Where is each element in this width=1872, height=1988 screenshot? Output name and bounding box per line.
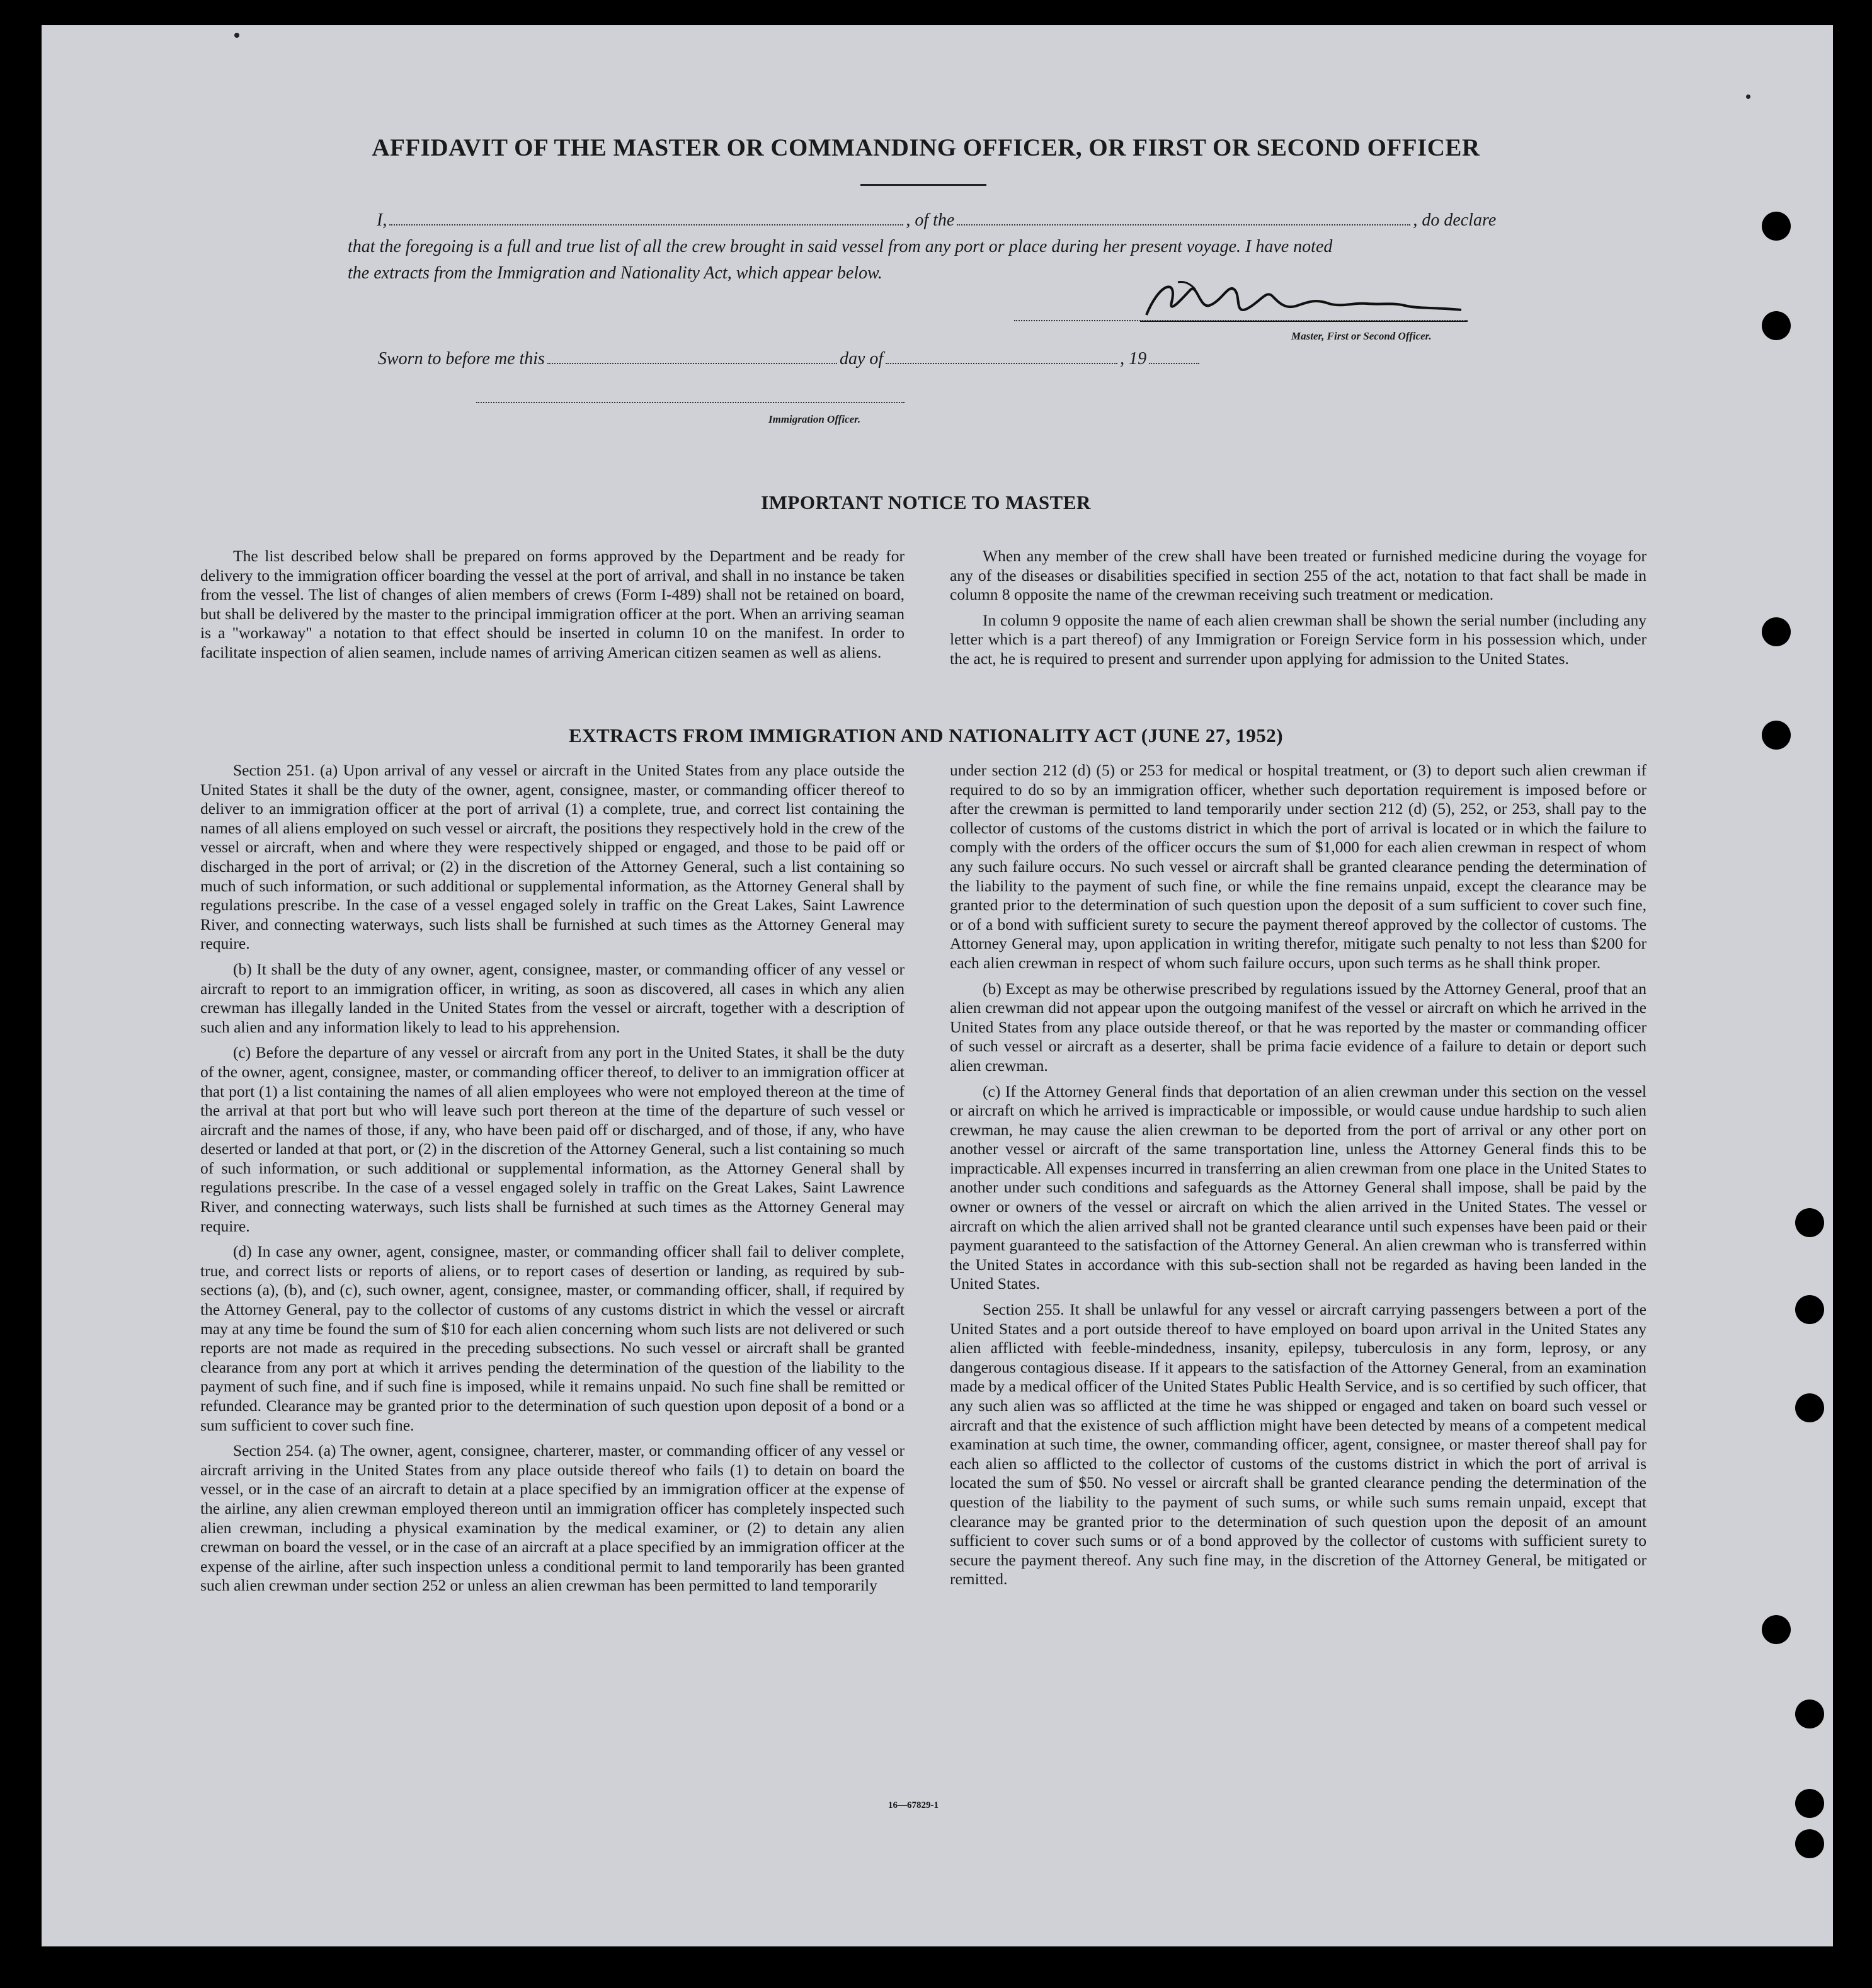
speck: [1746, 94, 1750, 99]
section-251-b: (b) It shall be the duty of any owner, agent, consignee, master, or commanding officer of any vessel or aircraft to report to an immigration officer, in writing, as soon as discovered, all cases in which any alien crewman has illegally landed in the United States from the vessel or aircraft, together with a description of such alien and any information likely to lead to his apprehension.: [200, 959, 905, 1036]
day-blank[interactable]: [547, 362, 837, 364]
notice-paragraph: When any member of the crew shall have been treated or furnished medicine during the voyage for any of the diseases or disabilities specified in section 255 of the act, notation to that fact shall be made in column 8 opposite the name of the crewman receiving such treatment or medication.: [950, 547, 1647, 604]
speck: [234, 33, 239, 38]
sworn-label: Sworn to before me this: [378, 349, 545, 368]
binder-hole: [1795, 1208, 1824, 1237]
binder-hole: [1762, 617, 1791, 646]
affidavit-line-2: that the foregoing is a full and true list of all the crew brought in said vessel from any port or place during her present voyage. I have noted: [348, 237, 1333, 256]
section-254-a: Section 254. (a) The owner, agent, consignee, charterer, master, or commanding officer of any vessel or aircraft arriving in the United States from any place outside thereof who fails (1) to detain on board the vessel, or in the case of an aircraft to detain at a place specified by an immigration officer at the expense of the airline, any alien crewman employed thereon until an immigration officer has completely inspected such alien crewman, including a physical examination by the medical examiner, or (2) to detain any alien crewman on board the vessel, or in the case of an aircraft at a place specified by an immigration officer at the expense of the airline, after such inspection unless a conditional permit to land temporarily has been granted such alien crewman under section 252 or unless an alien crewman has been permitted to land temporarily: [200, 1441, 905, 1595]
binder-hole: [1795, 1393, 1824, 1422]
of-the-label: , of the: [906, 210, 955, 230]
vessel-blank[interactable]: [957, 223, 1410, 226]
notice-paragraph: The list described below shall be prepared on forms approved by the Department and be ready for delivery to the immigration officer boarding the vessel at the port of arrival, and shall in no instance be taken from the vessel. The list of changes of alien members of crews (Form I-489) shall not be retained on board, but shall be delivered by the master to the principal immigration officer at the port. When an arriving seaman is a "workaway" a notation to that effect should be inserted in column 10 on the manifest. In order to facilitate inspection of alien seamen, include names of arriving American citizen seamen as well as aliens.: [200, 547, 905, 661]
sworn-line: [378, 349, 1202, 369]
section-251-a: Section 251. (a) Upon arrival of any vessel or aircraft in the United States from any place outside the United States it shall be the duty of the owner, agent, consignee, master, or commanding officer thereof to deliver to an immigration officer at the port of arrival (1) a complete, true, and correct list containing the names of all aliens employed on such vessel or aircraft, the positions they respectively hold in the crew of the vessel or aircraft, when and where they were respectively shipped or engaged, and those to be paid off or discharged in the port of arrival; or (2) in the discretion of the Attorney General, such a list containing so much of such information, or such additional or supplemental information, as the Attorney General shall by regulations prescribe. In the case of a vessel engaged solely in traffic on the Great Lakes, Saint Lawrence River, and connecting waterways, such lists shall be furnished at such times as the Attorney General may require.: [200, 761, 905, 953]
binder-hole: [1762, 721, 1791, 750]
signature-line[interactable]: [1014, 320, 1468, 321]
immigration-officer-line[interactable]: [476, 402, 905, 403]
section-254-c: (c) If the Attorney General finds that deportation of an alien crewman under this section on the vessel or aircraft on which he arrived is impracticable or impossible, or would cause undue hardship to such alien crewman, he may cause the alien crewman to be deported from the port of arrival or any other port on another vessel or aircraft of the same transportation line, unless the Attorney General finds this to be impracticable. All expenses incurred in transferring an alien crewman from one place in the United States to another under such conditions and safeguards as the Attorney General shall impose, shall be paid by the owner or owners of the vessel or aircraft on which the alien arrived in the United States. The vessel or aircraft on which the alien arrived shall not be granted clearance until such expenses have been paid or their payment guaranteed to the satisfaction of the Attorney General. An alien crewman who is transferred within the United States in accordance with this sub-section shall not be regarded as having been landed in the United States.: [950, 1082, 1647, 1293]
binder-hole: [1762, 212, 1791, 241]
section-254-a-continued: under section 212 (d) (5) or 253 for medical or hospital treatment, or (3) to deport such alien crewman if required to do so by an immigration officer, whether such deportation requirement is imposed before or after the crewman is permitted to land temporarily under section 212 (d) (5), 252, or 253, shall pay to the collector of customs of the customs district in which the port of arrival is located or in which the failure to comply with the orders of the officer occurs the sum of $1,000 for each alien crewman in respect of whom any such failure occurs. No such vessel or aircraft shall be granted clearance pending the determination of the liability to the payment of such fine, or while the fine remains unpaid, except the clearance may be granted prior to the determination of such question upon the deposit of a sum sufficient to cover such fine, or of a bond with sufficient surety to secure the payment thereof approved by the collector of customs. The Attorney General may, upon application in writing therefor, mitigate such penalty to not less than $200 for each alien crewman in respect of whom such failure occurs, upon such terms as he shall think proper.: [950, 761, 1647, 972]
year-prefix: , 19: [1120, 349, 1147, 368]
form-code: 16—67829-1: [888, 1800, 939, 1810]
immigration-officer-caption: Immigration Officer.: [768, 413, 861, 425]
name-blank[interactable]: [389, 223, 903, 226]
section-251-c: (c) Before the departure of any vessel or aircraft from any port in the United States, it shall be the duty of the owner, agent, consignee, master, or commanding officer thereof, to deliver to an immigration officer at that port (1) a list containing the names of all alien employees who were not employed thereon at the time of the arrival at that port but who will leave such port thereon at the time of the departure of such vessel or aircraft and the names of those, if any, who have been paid off or discharged, and of those, if any, who have deserted or landed at that port, or (2) in the discretion of the Attorney General, such a list containing so much of such information, or such additional or supplemental information, as the Attorney General shall by regulations prescribe. In the case of a vessel engaged solely in traffic on the Great Lakes, Saint Lawrence River, and connecting waterways, such lists shall be furnished at such times as the Attorney General may require.: [200, 1043, 905, 1235]
affidavit-line-1: [377, 210, 1496, 231]
do-declare-label: , do declare: [1413, 210, 1497, 230]
page-title: AFFIDAVIT OF THE MASTER OR COMMANDING OFFICER, OR FIRST OR SECOND OFFICER: [372, 134, 1480, 161]
section-255: Section 255. It shall be unlawful for any vessel or aircraft carrying passengers between a port of the United States and a port outside thereof to have employed on board upon arrival in the United States any alien afflicted with feeble-mindedness, insanity, epilepsy, tuberculosis in any form, leprosy, or any dangerous contagious disease. If it appears to the satisfaction of the Attorney General, from an examination made by a medical officer of the United States Public Health Service, and is so certified by such officer, that any such alien was so afflicted at the time he was shipped or engaged and taken on board such vessel or aircraft and that the existence of such affliction might have been detected by means of a competent medical examination at such time, the owner, commanding officer, agent, consignee, or master thereof shall pay for each alien so afflicted to the collector of customs of the customs district in which the port of arrival is located the sum of $50. No vessel or aircraft shall be granted clearance pending the determination of the question of the liability to the payment of such sums, or while such sums remain unpaid, except that clearance may be granted prior to the determination of such question upon the deposit of an amount sufficient to cover such sums or of a bond approved by the collector of customs with sufficient surety to secure the payment thereof. Any such fine may, in the discretion of the Attorney General, be mitigated or remitted.: [950, 1300, 1647, 1589]
notice-heading: IMPORTANT NOTICE TO MASTER: [761, 491, 1091, 513]
binder-hole: [1762, 1615, 1791, 1644]
day-of-label: day of: [839, 349, 884, 368]
notice-right-column: [950, 547, 1647, 675]
binder-hole: [1795, 1829, 1824, 1858]
notice-left-column: [200, 547, 905, 669]
section-254-b: (b) Except as may be otherwise prescribed by regulations issued by the Attorney General, proof that an alien crewman did not appear upon the outgoing manifest of the vessel or aircraft on which he arrived in the United States from any place outside thereof, or that he was reported by the master or commanding officer of such vessel or aircraft as a deserter, shall be prima facie evidence of a failure to detain or deport such alien crewman.: [950, 979, 1647, 1075]
binder-hole: [1795, 1295, 1824, 1324]
title-divider: [860, 184, 986, 186]
affidavit-line-3: the extracts from the Immigration and Nationality Act, which appear below.: [348, 263, 882, 283]
extracts-heading: EXTRACTS FROM IMMIGRATION AND NATIONALITY ACT (JUNE 27, 1952): [568, 724, 1284, 746]
signature-caption: Master, First or Second Officer.: [1291, 330, 1432, 342]
i-label: I,: [377, 210, 387, 230]
section-251-d: (d) In case any owner, agent, consignee, master, or commanding officer shall fail to deliver complete, true, and correct lists or reports of aliens, or to report cases of desertion or landing, as required by sub-sections (a), (b), and (c), such owner, agent, consignee, master, or commanding officer, shall, if required by the Attorney General, pay to the collector of customs of any customs district in which the vessel or aircraft may at any time be found the sum of $10 for each alien concerning whom such lists are not delivered or such reports are not made as required in the preceding subsections. No such vessel or aircraft shall be granted clearance from any port at which it arrives pending the determination of the question of the liability to the payment of such fine, and if such fine is imposed, while it remains unpaid. No such fine shall be remitted or refunded. Clearance may be granted prior to the determination of such question upon deposit of a bond or a sum sufficient to cover such fine.: [200, 1242, 905, 1434]
signature: [1140, 271, 1468, 328]
year-blank[interactable]: [1149, 362, 1199, 364]
extracts-right-column: [950, 761, 1647, 1596]
binder-hole: [1762, 311, 1791, 340]
binder-hole: [1795, 1789, 1824, 1818]
extracts-left-column: [200, 761, 905, 1602]
month-blank[interactable]: [886, 362, 1117, 364]
binder-hole: [1795, 1700, 1824, 1728]
notice-paragraph: In column 9 opposite the name of each alien crewman shall be shown the serial number (including any letter which is a part thereof) of any Immigration or Foreign Service form in his possession which, under the act, he is required to present and surrender upon applying for admission to the United States.: [950, 610, 1647, 668]
